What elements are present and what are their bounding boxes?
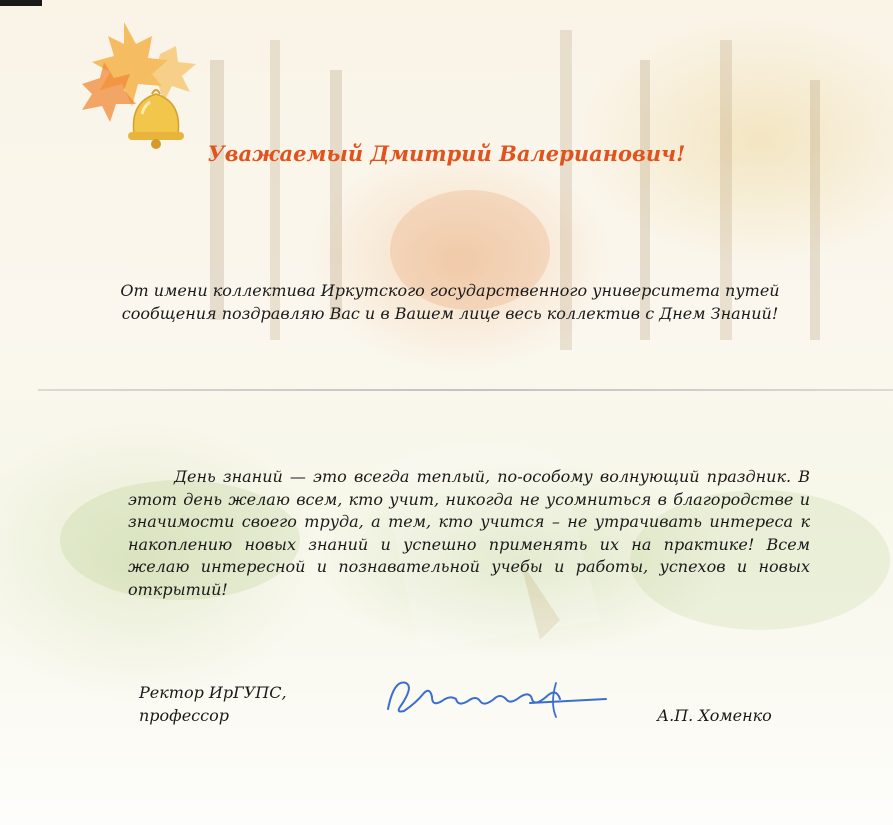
- fold-line: [38, 389, 893, 391]
- position-line-1: Ректор ИрГУПС,: [139, 683, 287, 702]
- signer-position: [139, 681, 287, 727]
- position-line-2: профессор: [139, 706, 229, 725]
- body-paragraph: День знаний — это всегда теплый, по-особому волнующий праздник. В этот день желаю всем, кто учит, никогда не усомниться в благородстве и значимости своего труда, а тем, кто учится – не утрачивать интереса к накоплению новых знаний и успешно применять их на практике! Всем желаю интересной и познавательной учебы и работы, успехов и новых открытий!: [128, 467, 810, 599]
- intro-paragraph: От имени коллектива Иркутского государственного университета путей сообщения поздравляю Вас и в Вашем лице весь коллектив с Днем Знаний!: [120, 281, 780, 323]
- autumn-leaves-bell-icon: [72, 14, 207, 159]
- salutation: Уважаемый Дмитрий Валерианович!: [207, 141, 686, 166]
- signer-name: А.П. Хоменко: [657, 706, 772, 725]
- handwritten-signature: [380, 673, 610, 723]
